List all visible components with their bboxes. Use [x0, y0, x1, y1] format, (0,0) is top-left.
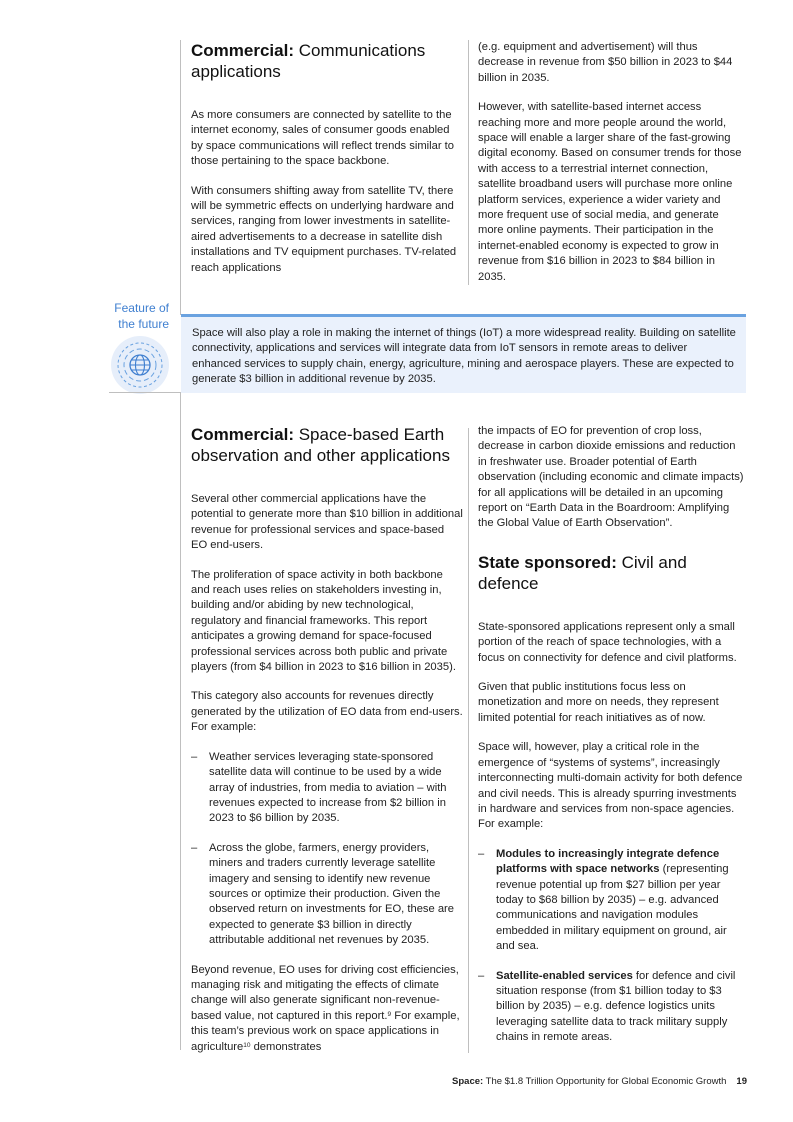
- list-item: [191, 841, 463, 949]
- section-title-bold: State sponsored:: [478, 552, 617, 572]
- list-item-bold: Modules to increasingly integrate defence platforms with space networks: [496, 847, 720, 876]
- footer-title: The $1.8 Trillion Opportunity for Global Economic Growth: [483, 1076, 727, 1087]
- feature-callout: [181, 314, 746, 393]
- bottom-right-column: [478, 424, 746, 1060]
- top-right-column: [478, 40, 746, 299]
- page-footer: [452, 1076, 747, 1087]
- section-title-state-sponsored: [478, 552, 746, 594]
- list-item: [478, 847, 746, 955]
- list-item-bold: Satellite-enabled services: [496, 969, 633, 982]
- list-item-text: for defence and civil situation response (from $1 billion today to $3 billion by 2035) – e.g. defence logistics units leveraging satellite data to track military supply chains in remote areas.: [496, 969, 736, 1044]
- paragraph: (e.g. equipment and advertisement) will thus decrease in revenue from $50 billion in 2023 to $44 billion in 2035.: [478, 41, 733, 84]
- footnote-ref[interactable]: 9: [387, 1010, 392, 1018]
- dash-marker: –: [478, 969, 485, 982]
- paragraph: Space will, however, play a critical role in the emergence of “systems of systems”, increasingly interconnecting multi-domain activity for both defence and civil needs. This is already spurring investments in hardware and services from non-space agencies. For example:: [478, 741, 743, 831]
- dash-marker: –: [191, 841, 198, 854]
- left-column-rule: [180, 40, 181, 315]
- paragraph: the impacts of EO for prevention of crop loss, decrease in carbon dioxide emissions and reduction in freshwater use. Broader potential of Earth observation (including economic and climate impacts) for all applications will be detailed in an upcoming report on “Earth Data in the Boardroom: Amplifying the Global Value of Earth Observation”.: [478, 425, 744, 530]
- bottom-left-column: [191, 424, 463, 1069]
- paragraph-text: demonstrates: [250, 1040, 322, 1053]
- top-left-column: [191, 40, 463, 290]
- middle-column-rule-bottom: [468, 428, 469, 1053]
- globe-icon: [110, 335, 170, 395]
- list-item: [191, 750, 463, 827]
- list-item: [478, 969, 746, 1046]
- page-number: 19: [736, 1076, 747, 1087]
- feature-label: Feature of the future: [114, 301, 169, 331]
- footnote-ref[interactable]: 10: [243, 1041, 251, 1049]
- section-title-earth-observation: [191, 424, 463, 466]
- feature-text: Space will also play a role in making the internet of things (IoT) a more widespread reality. Building on satellite connectivity, applications and services will integrate data from IoT sensors in remote areas to deliver enhanced services to supply chain, energy, agriculture, mining and aerospace players. These are expected to generate $3 billion in additional revenue by 2035.: [192, 327, 736, 386]
- middle-column-rule-top: [468, 40, 469, 285]
- left-column-rule-bottom: [180, 393, 181, 1050]
- bullet-list: [478, 847, 746, 1046]
- paragraph: State-sponsored applications represent only a small portion of the reach of space technologies, with a focus on connectivity for defence and civil platforms.: [478, 620, 737, 664]
- section-title-communications: [191, 40, 463, 82]
- dash-marker: –: [478, 847, 485, 860]
- bullet-list: [191, 750, 463, 949]
- paragraph-text: For example, this team’s previous work on space applications in agriculture: [191, 1009, 460, 1053]
- paragraph: Several other commercial applications have the potential to generate more than $10 billion in additional revenue for professional services and space-based EO end-users.: [191, 493, 463, 552]
- footer-bold: Space:: [452, 1076, 484, 1087]
- list-item-text: Across the globe, farmers, energy providers, miners and traders currently leverage satellite imagery and sensing to identify new revenue sources or optimize their production. Given the observed return on investments for EO, these are expected to generate $3 billion in directly attributable additional net revenues by 2035.: [209, 841, 455, 947]
- paragraph: This category also accounts for revenues directly generated by the utilization of EO data from end-users. For example:: [191, 690, 463, 734]
- section-title-rest: Communications applications: [191, 41, 426, 81]
- list-item-text: Weather services leveraging state-sponsored satellite data will continue to be used by a wide array of industries, from media to aviation – with revenues expected to increase from $2 billion in 2023 to $6 billion by 2035.: [209, 750, 447, 825]
- section-title-rest: Space-based Earth observation and other applications: [191, 425, 450, 465]
- section-title-bold: Commercial:: [191, 41, 294, 60]
- paragraph: Given that public institutions focus less on monetization and more on needs, they represent limited potential for reach initiatives as of now.: [478, 681, 719, 724]
- paragraph: However, with satellite-based internet access reaching more and more people around the world, space will enable a larger share of the fast-growing digital economy. Based on consumer trends for those with access to a terrestrial internet connection, satellite broadband users will purchase more online platform services, experience a wider variety and more frequent use of social media, and generate more online payments. Their participation in the internet-enabled economy is expected to grow in revenue from $16 billion in 2023 to $84 billion in 2035.: [478, 101, 742, 283]
- section-title-rest: Civil and defence: [478, 552, 687, 593]
- section-title-bold: Commercial:: [191, 425, 294, 444]
- dash-marker: –: [191, 750, 198, 763]
- paragraph: As more consumers are connected by satellite to the internet economy, sales of consumer goods enabled by space communications will reflect trends similar to those pertaining to the space backbone.: [191, 109, 454, 168]
- paragraph: [191, 963, 463, 1055]
- paragraph: The proliferation of space activity in both backbone and reach uses relies on stakeholders investing in, building and/or abiding by new technological, regulatory and financial frameworks. This report anticipates a growing demand for space-focused professional services across both public and private players (from $4 billion in 2023 to $16 billion in 2035).: [191, 568, 456, 674]
- paragraph: With consumers shifting away from satellite TV, there will be symmetric effects on underlying hardware and services, ranging from lower investments in satellite-aired advertisements to a decrease in satellite dish installations and TV equipment purchases. TV-related reach applications: [191, 184, 457, 274]
- list-item-text: (representing revenue potential up from $27 billion per year today to $68 billion by 2035) – e.g. advanced communications and navigation modules embedded in military equipment on ground, air and sea.: [496, 863, 729, 953]
- paragraph-text: Beyond revenue, EO uses for driving cost efficiencies, managing risk and mitigating the effects of climate change will also generate significant non-revenue-based value, not captured in this report.: [191, 963, 459, 1022]
